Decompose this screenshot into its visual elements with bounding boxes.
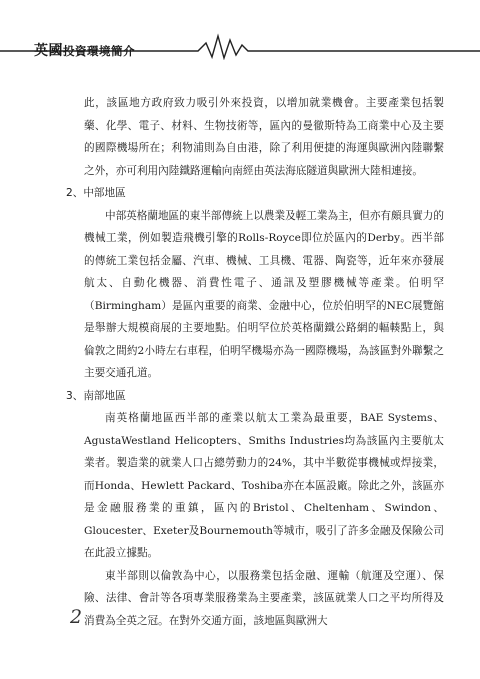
section-heading-central: 2、中部地區 bbox=[66, 187, 126, 199]
paragraph-southern-west: 南英格蘭地區西半部的產業以航太工業為最重要，BAE Systems、AgustaWestland Helicopters、Smiths Industries均為該區內主要航太業者。製造業的就業人口占總勞動力的24%，其中半數從事機械或焊接業，而Honda、Hewlett Packard、Toshiba亦在本區設廠。除此之外，該區亦是金融服務業的重鎮，區內的Bristol、Cheltenham、Swindon、Gloucester、Exeter及Bournemouth等城市，吸引了許多金融及保險公司在此設立據點。 bbox=[84, 412, 444, 559]
page-number: 2 bbox=[70, 606, 83, 628]
paragraph-southern-east: 東半部則以倫敦為中心，以服務業包括金融、運輸（航運及空運）、保險、法律、會計等各項專業服務業為主要產業，該區就業人口之平均所得及消費為全英之冠。在對外交通方面，該地區與歐洲大 bbox=[84, 569, 444, 627]
paragraph-continued: 此，該區地方政府致力吸引外來投資，以增加就業機會。主要產業包括製藥、化學、電子、材料、生物技術等，區內的曼徹斯特為工商業中心及主要的國際機場所在；利物浦則為自由港，除了利用便捷的海運與歐洲內陸聯繫之外，亦可利用內陸鐵路運輸向南經由英法海底隧道與歐洲大陸相連接。 bbox=[84, 97, 444, 177]
header-title-small: 投資環境簡介 bbox=[63, 44, 135, 58]
section-heading-southern: 3、南部地區 bbox=[66, 389, 126, 402]
header-title-big: 英國 bbox=[34, 43, 63, 59]
running-header bbox=[0, 0, 480, 70]
paragraph-central-region: 中部英格蘭地區的東半部傳統上以農業及輕工業為主，但亦有頗具實力的機械工業，例如製造飛機引擎的Rolls-Royce即位於區內的Derby。西半部的傳統工業包括金屬、汽車、機械、工具機、電器、陶瓷等，近年來亦發展航太、自動化機器、消費性電子、通訊及塑膠機械等產業。伯明罕（Birmingham）是區內重要的商業、金融中心，位於伯明罕的NEC展覽館是舉辦大規模商展的主要地點。伯明罕位於英格蘭鐵公路網的輻輳點上，與倫敦之間約2小時左右車程，伯明罕機場亦為一國際機場，為該區對外聯繫之主要交通孔道。 bbox=[84, 209, 444, 379]
header-title bbox=[34, 40, 135, 60]
body-text bbox=[66, 92, 444, 632]
